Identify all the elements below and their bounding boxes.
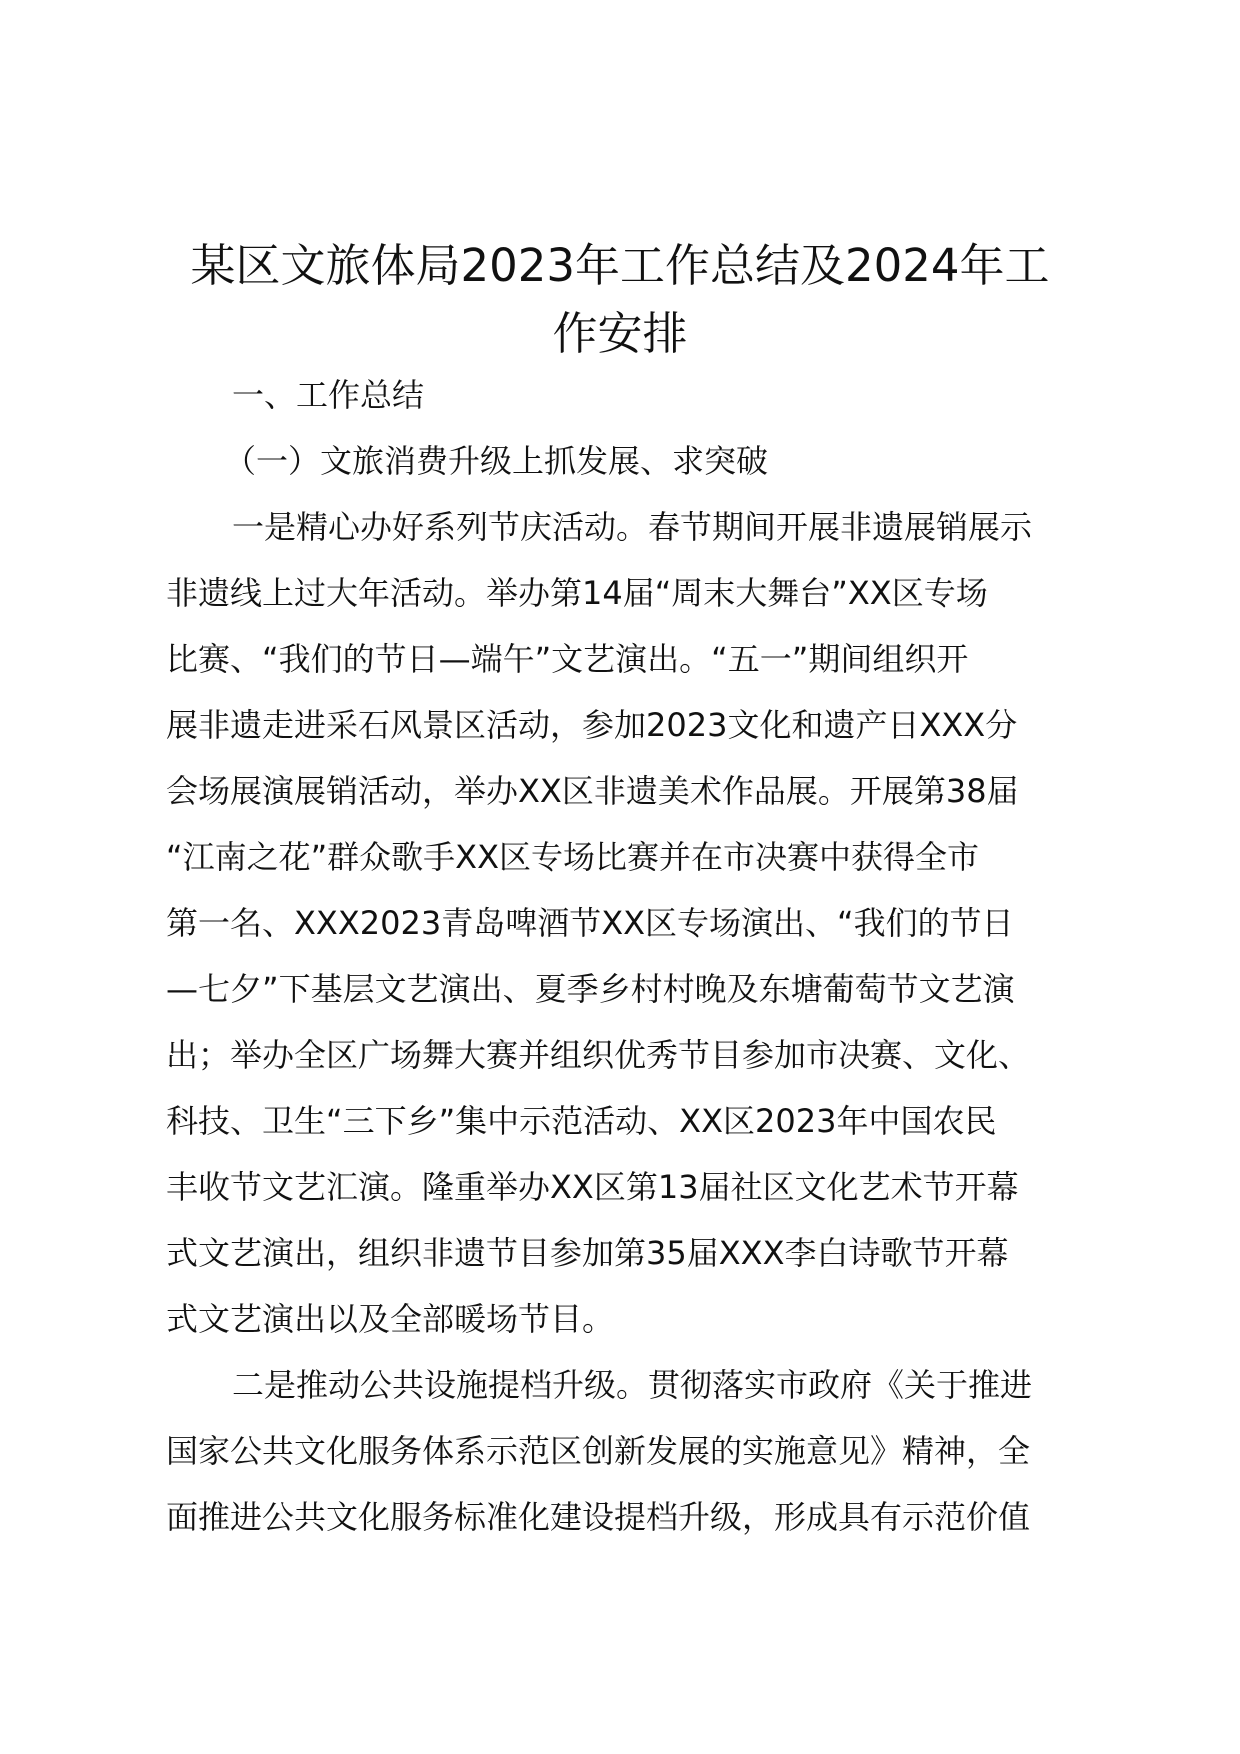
paragraph-1-line xyxy=(166,692,1078,758)
subheading-text: （一）文旅消费升级上抓发展、求突破 xyxy=(224,442,769,480)
paragraph-1-line xyxy=(166,1286,1078,1352)
paragraph-line-text: 科技、卫生“三下乡”集中示范活动、XX区2023年中国农民 xyxy=(166,1102,997,1140)
paragraph-line-text: 非遗线上过大年活动。举办第14届“周末大舞台”XX区专场 xyxy=(166,574,988,612)
heading-text: 一、工作总结 xyxy=(232,376,425,414)
paragraph-line-text: 二是推动公共设施提档升级。贯彻落实市政府《关于推进 xyxy=(232,1366,1033,1404)
paragraph-line-text: 丰收节文艺汇演。隆重举办XX区第13届社区文化艺术节开幕 xyxy=(166,1168,1019,1206)
paragraph-line-text: 式文艺演出以及全部暖场节目。 xyxy=(166,1300,615,1338)
paragraph-1-line xyxy=(166,956,1078,1022)
document-title-line-1: 某区文旅体局2023年工作总结及2024年工 xyxy=(190,239,1050,292)
paragraph-line-text: —七夕”下基层文艺演出、夏季乡村村晚及东塘葡萄节文艺演 xyxy=(166,970,1015,1008)
document-body xyxy=(166,362,1078,1550)
paragraph-line-text: 比赛、“我们的节日—端午”文艺演出。“五一”期间组织开 xyxy=(166,640,969,678)
paragraph-line-text: 出；举办全区广场舞大赛并组织优秀节目参加市决赛、文化、 xyxy=(166,1036,1031,1074)
paragraph-line-text: 一是精心办好系列节庆活动。春节期间开展非遗展销展示 xyxy=(232,508,1033,546)
paragraph-line-text: 国家公共文化服务体系示范区创新发展的实施意见》精神，全 xyxy=(166,1432,1031,1470)
paragraph-line-text: 会场展演展销活动，举办XX区非遗美术作品展。开展第38届 xyxy=(166,772,1019,810)
paragraph-line-text: 面推进公共文化服务标准化建设提档升级，形成具有示范价值 xyxy=(166,1498,1031,1536)
paragraph-line-text: “江南之花”群众歌手XX区专场比赛并在市决赛中获得全市 xyxy=(166,838,980,876)
paragraph-1-line xyxy=(166,560,1078,626)
paragraph-line-text: 式文艺演出，组织非遗节目参加第35届XXX李白诗歌节开幕 xyxy=(166,1234,1009,1272)
paragraph-1-line xyxy=(166,758,1078,824)
paragraph-1-line xyxy=(166,890,1078,956)
paragraph-line-text: 第一名、XXX2023青岛啤酒节XX区专场演出、“我们的节日 xyxy=(166,904,1014,942)
paragraph-1-line xyxy=(166,1088,1078,1154)
section-heading xyxy=(166,362,1078,428)
subsection-heading xyxy=(166,428,1078,494)
paragraph-2-line xyxy=(166,1352,1078,1418)
paragraph-line-text: 展非遗走进采石风景区活动，参加2023文化和遗产日XXX分 xyxy=(166,706,1018,744)
paragraph-2-line xyxy=(166,1418,1078,1484)
paragraph-1-line xyxy=(166,824,1078,890)
paragraph-1-line xyxy=(166,1022,1078,1088)
paragraph-1-line xyxy=(166,1220,1078,1286)
document-title-line-2: 作安排 xyxy=(552,307,688,360)
paragraph-1-line xyxy=(166,494,1078,560)
paragraph-1-line xyxy=(166,1154,1078,1220)
paragraph-1-line xyxy=(166,626,1078,692)
paragraph-2-line xyxy=(166,1484,1078,1550)
